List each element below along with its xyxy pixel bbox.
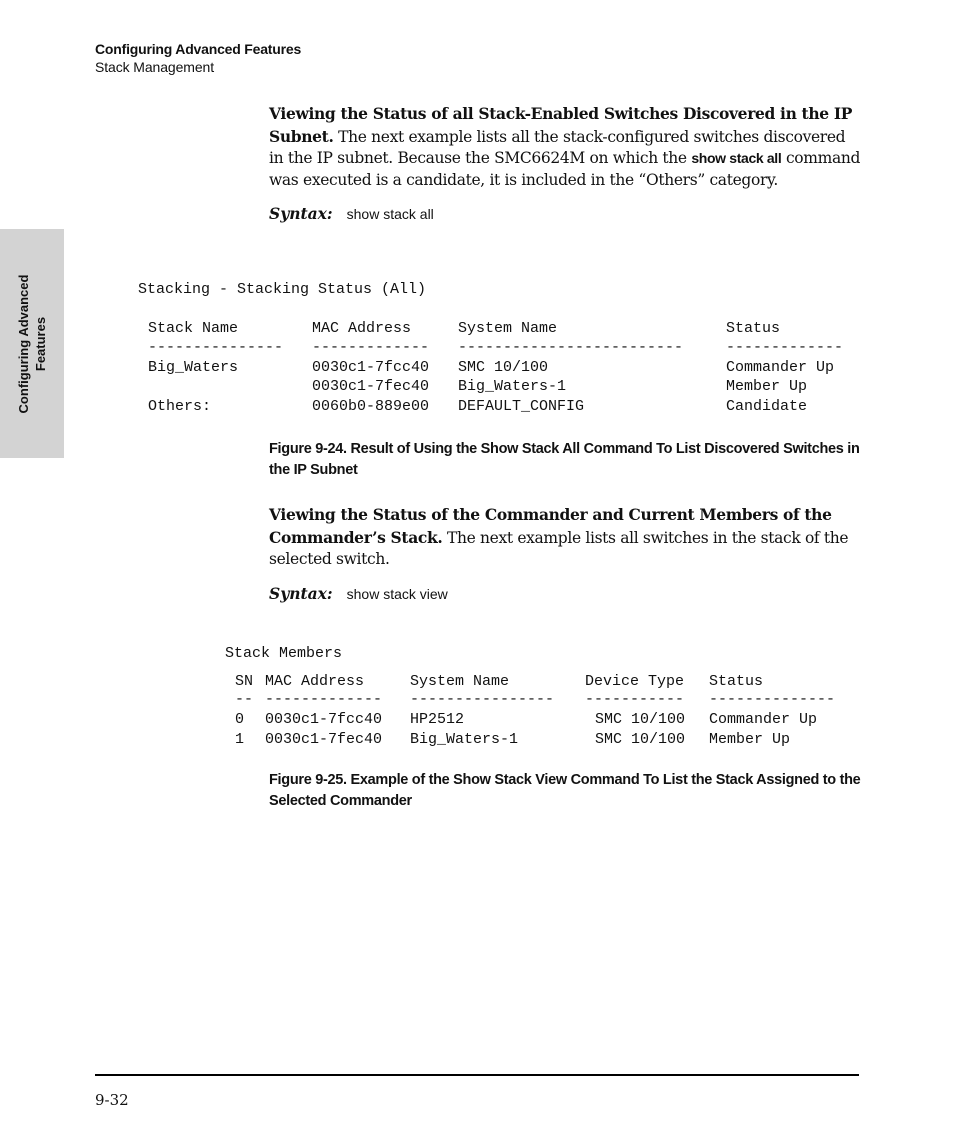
figure2-header-status: Status (709, 673, 764, 690)
syntax-command: show stack view (346, 586, 448, 602)
figure1-caption: Figure 9-24. Result of Using the Show Stack All Command To List Discovered Switches in the IP Subnet (269, 441, 860, 478)
figure2-header-system-name: System Name (410, 673, 510, 690)
figure1-cell: SMC 10/100 (458, 359, 549, 376)
figure2-header-mac: MAC Address (265, 673, 365, 690)
figure2-cell: SMC 10/100 (595, 731, 686, 748)
figure2-cell: HP2512 (410, 711, 465, 728)
chapter-side-tab-label (15, 244, 49, 444)
figure1-cell: Member Up (726, 378, 808, 395)
figure1-header-status: Status (726, 320, 781, 337)
footer-rule (95, 1074, 859, 1076)
section2-paragraph (269, 504, 861, 571)
section1-command: show stack all (691, 150, 782, 166)
figure2-cell: Member Up (709, 731, 791, 748)
figure2-cell: 1 (235, 731, 245, 748)
figure1-cell: Commander Up (726, 359, 835, 376)
figure1-cell: 0060b0-889e00 (312, 398, 430, 415)
figure1-header-mac: MAC Address (312, 320, 412, 337)
figure2-separator: ---------------- (410, 691, 555, 708)
chapter-side-tab (0, 229, 64, 458)
figure1-cell: 0030c1-7fec40 (312, 378, 430, 395)
figure1-header-stack-name: Stack Name (148, 320, 239, 337)
figure1-cell: Big_Waters-1 (458, 378, 567, 395)
syntax-command: show stack all (346, 206, 434, 222)
figure2-separator: ------------- (265, 691, 383, 708)
section2-lead: Viewing the Status of the Commander and Current Members of the Commander’s Stack. (269, 505, 832, 547)
figure1-header-system-name: System Name (458, 320, 558, 337)
figure2-title: Stack Members (225, 645, 343, 662)
figure1-separator: ------------- (312, 339, 430, 356)
running-header-subtitle: Stack Management (95, 59, 215, 75)
section1-text-a: The next example lists all the stack-configured switches discovered in the IP subnet. Because the SMC6624M on which the (269, 127, 846, 167)
figure2-cell: 0030c1-7fec40 (265, 731, 383, 748)
running-header-title: Configuring Advanced Features (95, 41, 302, 57)
page-number: 9-32 (95, 1091, 129, 1109)
figure1-separator: ------------------------- (458, 339, 684, 356)
figure2-cell: SMC 10/100 (595, 711, 686, 728)
figure1-separator: --------------- (148, 339, 284, 356)
figure1-title: Stacking - Stacking Status (All) (138, 281, 427, 298)
figure2-cell: Commander Up (709, 711, 818, 728)
figure2-caption: Figure 9-25. Example of the Show Stack View Command To List the Stack Assigned to the Selected Commander (269, 772, 861, 809)
figure2-separator: -------------- (709, 691, 836, 708)
side-tab-line-2: Features (33, 316, 48, 371)
figure2-cell: 0030c1-7fcc40 (265, 711, 383, 728)
section1-text-b: command was executed is a candidate, it is included in the “Others” category. (269, 149, 861, 189)
section1-syntax (269, 204, 434, 223)
figure2-separator: ----------- (585, 691, 685, 708)
figure1-cell: Others: (148, 398, 212, 415)
figure2-separator: -- (235, 691, 254, 708)
section1-paragraph (269, 103, 861, 191)
figure2-cell: Big_Waters-1 (410, 731, 519, 748)
figure1-cell: 0030c1-7fcc40 (312, 359, 430, 376)
figure1-cell: DEFAULT_CONFIG (458, 398, 585, 415)
figure2-header-sn: SN (235, 673, 254, 690)
figure2-header-device-type: Device Type (585, 673, 685, 690)
side-tab-line-1: Configuring Advanced (16, 274, 31, 413)
figure1-separator: ------------- (726, 339, 844, 356)
syntax-label: Syntax: (269, 584, 333, 603)
figure1-cell: Candidate (726, 398, 808, 415)
section2-text-a: The next example lists all switches in the stack of the selected switch. (269, 528, 849, 568)
figure2-cell: 0 (235, 711, 245, 728)
section1-lead: Viewing the Status of all Stack-Enabled Switches Discovered in the IP Subnet. (269, 104, 853, 146)
figure1-cell: Big_Waters (148, 359, 239, 376)
syntax-label: Syntax: (269, 204, 333, 223)
section2-syntax (269, 584, 448, 603)
